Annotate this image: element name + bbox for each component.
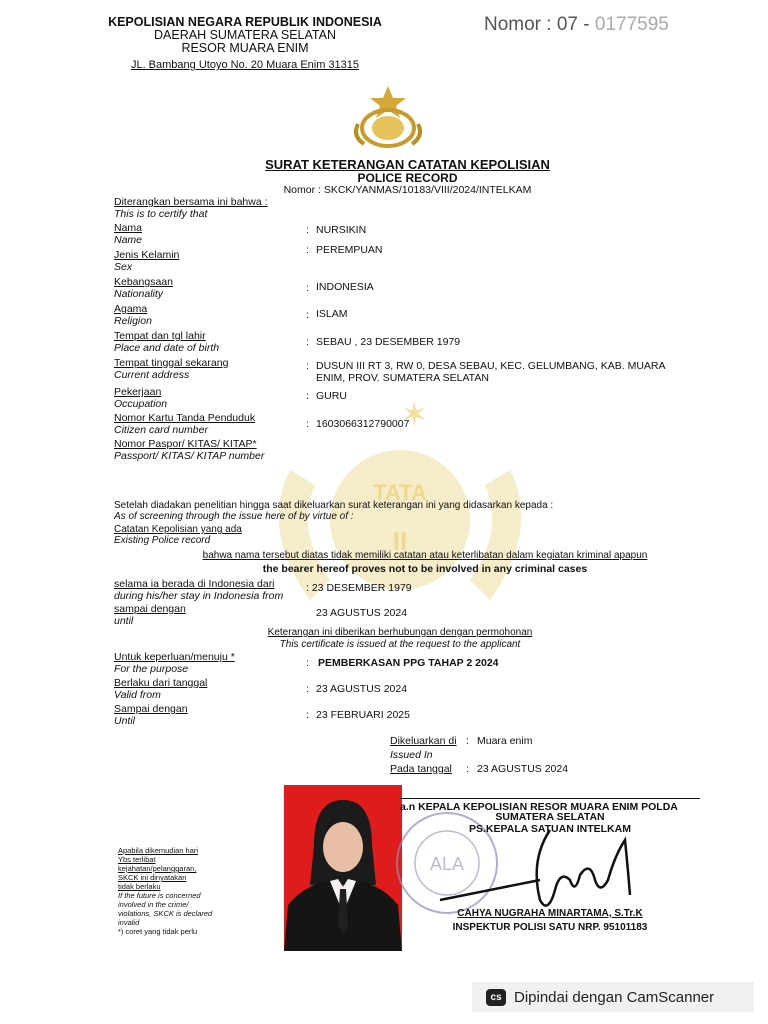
- stay-until-label: sampai dengan until: [114, 603, 186, 627]
- footnote: Apabila dikemudian hari Ybs terlibat kejahatan/pelanggaran, SKCK ini dinyatakan tidak berlaku If the future is concerned involved in the crime/ violations, SKCK is declared invalid *) coret yang tidak perlu: [118, 846, 213, 936]
- field-address-value-2: ENIM, PROV. SUMATERA SELATAN: [316, 372, 489, 384]
- svg-text:II: II: [392, 526, 408, 556]
- valid-until-label: Sampai dengan Until: [114, 703, 188, 727]
- person-photo-icon: [284, 785, 402, 951]
- document-number-value: 0177595: [594, 14, 669, 35]
- signatory-line3: PS.KEPALA SATUAN INTELKAM: [469, 823, 631, 835]
- field-birth-label: Tempat dan tgl lahir Place and date of birth: [114, 330, 220, 354]
- stay-until-value: 23 AGUSTUS 2024: [316, 607, 408, 619]
- field-name-label: Nama Name: [114, 222, 143, 246]
- header-address: JL. Bambang Utoyo No. 20 Muara Enim 31315: [130, 59, 360, 71]
- document-number-label: Nomor : 07 -: [484, 14, 590, 35]
- field-name-value: NURSIKIN: [316, 224, 367, 236]
- field-idcard-value: 1603066312790007: [316, 418, 410, 430]
- screening-line2: As of screening through the issue here of by virtue of :: [114, 511, 354, 522]
- field-sex-label: Jenis Kelamin Sex: [114, 249, 180, 273]
- signatory-rank: INSPEKTUR POLISI SATU NRP. 95101183: [452, 922, 648, 933]
- valid-from-label: Berlaku dari tanggal Valid from: [114, 677, 208, 701]
- camscanner-badge: [472, 982, 754, 1012]
- header-line3: RESOR MUARA ENIM: [181, 41, 309, 55]
- intro-id: Diterangkan bersama ini bahwa :: [114, 196, 268, 208]
- document-page: TATA II ✶ KEPOLISIAN NEGARA REPUBLIK INDONESIA DAERAH SUMATERA SELATAN RESOR MUARA ENIM JL. Bambang Utoyo No. 20 Muara Enim 31315 Nomor : 07 - 0177595 SURAT KETERANGAN CATATAN KEPOLISIAN POLICE RECORD Nomor : SKCK/YANMAS/10183/VIII/2024/INTELKAM Diterangkan bersama ini bahwa : This is to certify that Nama Name : NURSIKIN Jenis Kelamin Sex : PEREMPUAN Kebangsaan Nationality : INDONESIA Agama Religion : ISLAM Tempat dan tgl lahir Place and date of birth : SEBAU , 23 DESEMBER 1979 Tempat tinggal sekarang Current address : DUSUN III RT 3, RW 0, DESA SEBAU, KEC. GELUMBANG, KAB. MUARA ENIM, PROV. SUMATERA SELATAN Pekerjaan Occupation : GURU Nomor Kartu Tanda Penduduk Citizen card number : 1603066312790007 Nomor Paspor/ KITAS/ KITAP* Passport/ KITAS/ KITAP number Setelah diadakan penelitian hingga saat dikeluarkan surat keterangan ini yang didasarkan kepada : As of screening through the issue here of by virtue of : Catatan Kepolisian yang ada Existing Police record bahwa nama tersebut diatas tidak memiliki catatan atau keterlibatan dalam kegiatan kriminal apapun the bearer hereof proves not to be involved in any criminal cases selama ia berada di Indonesia dari during his/her stay in Indonesia from : 23 DESEMBER 1979 sampai dengan until 23 AGUSTUS 2024 Keterangan ini diberikan berhubungan dengan permohonan This certificate is issued at the request to the applicant Untuk keperluan/menuju * For the purpose : PEMBERKASAN PPG TAHAP 2 2024 Berlaku dari tanggal Valid from : 23 AGUSTUS 2024 Sampai dengan Until : 23 FEBRUARI 2025 Dikeluarkan di : Muara enim Issued In Pada tanggal : 23 AGUSTUS 2024 ALA a.n KEPALA KEPOLISIAN RESOR MUARA ENIM POLDA SUMATERA SELATAN PS.KEPALA SATUAN INTELKAM CAHYA NUGRAHA MINARTAMA, S.Tr.K INSPEKTUR POLISI SATU NRP. 95101183 Apabila dikemudian hari Ybs terlibat kejahatan/pelanggaran, SKCK ini dinyatakan tidak berlaku If the future is concerned involved in the crime/ violations, SKCK is declared invalid *) coret yang tidak perlu cs Dipindai dengan CamScanner: [0, 0, 768, 1024]
- watermark-star-icon: ✶: [400, 396, 429, 434]
- field-address-value: DUSUN III RT 3, RW 0, DESA SEBAU, KEC. GELUMBANG, KAB. MUARA: [316, 360, 666, 372]
- field-address-label: Tempat tinggal sekarang Current address: [114, 357, 229, 381]
- svg-text:TATA: TATA: [373, 480, 427, 505]
- title-id: SURAT KETERANGAN CATATAN KEPOLISIAN: [265, 157, 550, 172]
- title-en: POLICE RECORD: [357, 171, 458, 185]
- issued-in-label: Dikeluarkan di: [390, 735, 457, 747]
- header-line2: DAERAH SUMATERA SELATAN: [154, 28, 336, 42]
- intro: [114, 196, 268, 220]
- valid-from-value: 23 AGUSTUS 2024: [316, 683, 408, 695]
- field-nationality-value: INDONESIA: [316, 281, 374, 293]
- signatory-name: CAHYA NUGRAHA MINARTAMA, S.Tr.K: [457, 908, 643, 919]
- screening-line3: Catatan Kepolisian yang ada: [114, 524, 242, 535]
- issued-in-en: Issued In: [390, 749, 433, 761]
- camscanner-label: Dipindai dengan CamScanner: [514, 988, 715, 1006]
- field-birth-value: SEBAU , 23 DESEMBER 1979: [316, 336, 461, 348]
- request-id: Keterangan ini diberikan berhubungan dengan permohonan: [267, 627, 533, 638]
- field-religion-value: ISLAM: [316, 308, 348, 320]
- field-passport-label: Nomor Paspor/ KITAS/ KITAP* Passport/ KITAS/ KITAP number: [114, 438, 265, 462]
- statement-en: the bearer hereof proves not to be involved in any criminal cases: [262, 563, 588, 575]
- purpose-value: PEMBERKASAN PPG TAHAP 2 2024: [318, 657, 499, 669]
- signatory-line1: a.n KEPALA KEPOLISIAN RESOR MUARA ENIM POLDA: [400, 798, 700, 813]
- purpose-label: Untuk keperluan/menuju * For the purpose: [114, 651, 235, 675]
- issued-date-label: Pada tanggal: [390, 763, 452, 775]
- statement-id: bahwa nama tersebut diatas tidak memiliki catatan atau keterlibatan dalam kegiatan kriminal apapun: [202, 550, 648, 561]
- field-sex-value: PEREMPUAN: [316, 244, 383, 256]
- title-number: Nomor : SKCK/YANMAS/10183/VIII/2024/INTELKAM: [283, 184, 532, 196]
- applicant-photo: [284, 785, 402, 951]
- watermark-crest-icon: [250, 430, 550, 630]
- header-line1: KEPOLISIAN NEGARA REPUBLIK INDONESIA: [108, 15, 382, 29]
- intro-en: This is to certify that: [114, 208, 208, 220]
- issued-in-value: Muara enim: [477, 735, 533, 747]
- signature: [430, 820, 660, 920]
- stay-from-value: : 23 DESEMBER 1979: [306, 582, 412, 594]
- stay-from-label: selama ia berada di Indonesia dari during his/her stay in Indonesia from: [114, 578, 284, 602]
- request-en: This certificate is issued at the request to the applicant: [279, 639, 521, 650]
- document-number: [484, 14, 669, 36]
- camscanner-icon: cs: [486, 989, 506, 1006]
- screening-line1: Setelah diadakan penelitian hingga saat dikeluarkan surat keterangan ini yang didasarkan kepada :: [114, 500, 554, 511]
- watermark-emblem: [250, 430, 550, 630]
- field-religion-label: Agama Religion: [114, 303, 152, 327]
- field-nationality-label: Kebangsaan Nationality: [114, 276, 173, 300]
- signatory-line2: SUMATERA SELATAN: [495, 811, 605, 823]
- field-occupation-value: GURU: [316, 390, 347, 402]
- svg-text:ALA: ALA: [429, 854, 465, 874]
- police-emblem-icon: [350, 84, 426, 150]
- field-idcard-label: Nomor Kartu Tanda Penduduk Citizen card number: [114, 412, 256, 436]
- screening-line4: Existing Police record: [114, 535, 211, 546]
- issued-date-value: 23 AGUSTUS 2024: [477, 763, 569, 775]
- field-occupation-label: Pekerjaan Occupation: [114, 386, 168, 410]
- valid-until-value: 23 FEBRUARI 2025: [316, 709, 410, 721]
